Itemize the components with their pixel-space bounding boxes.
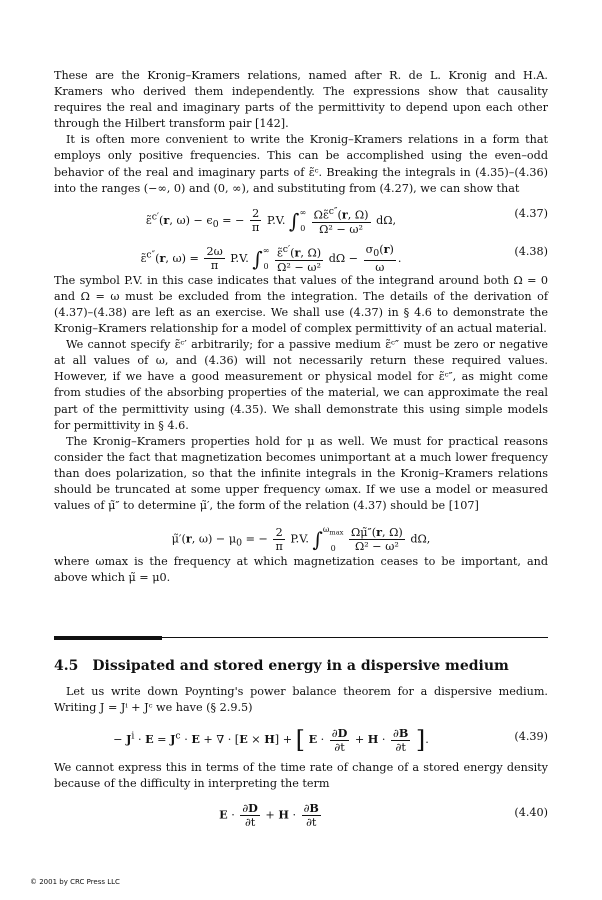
section-title: Dissipated and stored energy in a dispersive medium <box>92 658 509 674</box>
equation-4-39: − $J^i \cdot E = J^c \cdot E$ + ∇ · [E × H] + [ E · $\frac{\partial D}{\partial t}$ + H · $\frac{\partial B}{\partial t}$ ]. (4.39) <box>113 725 548 755</box>
paragraph-1: These are the Kronig–Kramers relations, named after R. de L. Kronig and H.A. Kramers who derived them independently. The expressions show that causality requires the real and imaginary parts of the permittivity to depend upon each other through the Hilbert transform pair [142]. <box>54 69 548 131</box>
body-text-bottom <box>54 684 548 832</box>
equation-number: (4.38) <box>514 244 548 258</box>
equation-number: (4.37) <box>514 206 548 220</box>
paragraph-7: Let us write down Poynting's power balance theorem for a dispersive medium. Writing J = Jⁱ + Jᶜ we have (§ 2.9.5) <box>54 685 548 715</box>
paragraph-3: The symbol P.V. in this case indicates that values of the integrand around both Ω = 0 and Ω = ω must be excluded from the integration. The details of the derivation of (4.37)–(4.38) are left as an exercise. We shall use (4.37) in § 4.6 to demonstrate the Kronig–Kramers relationship for a model of complex permittivity of an actual material. <box>54 273 548 336</box>
section-heading <box>54 658 509 674</box>
paragraph-4: We cannot specify ε̃ᶜ′ arbitrarily; for a passive medium ε̃ᶜ″ must be zero or negative at all values of ω, and (4.36) will not necessarily return these required values. However, if we have a good measurement or physical model for ε̃ᶜ″, as might come from studies of the absorbing properties of the material, we can approximate the real part of the permittivity using (4.35). We shall demonstrate this using simple models for permittivity in § 4.6. <box>54 338 548 432</box>
section-divider <box>54 636 548 640</box>
section-number: 4.5 <box>54 658 79 674</box>
body-text-top <box>54 68 548 586</box>
paragraph-6: where ωmax is the frequency at which magnetization ceases to be important, and above which μ̃ = μ0. <box>54 555 548 585</box>
equation-number: (4.40) <box>514 806 548 820</box>
equation-4-38: ε̃$^{c''}$(r, ω) = $\frac{2\omega}{\pi}$ P.V. ∫ ∞ 0 $\frac{\varepsiloñ^{c'}(r, \Omega)}{\text{Ω² − ω²}}$ dΩ − $\frac{\sigma_0(r)}{\omega}$ . (4.38) <box>140 242 548 275</box>
equation-4-40: E · $\frac{\partial D}{\partial t}$ + H · $\frac{\partial B}{\partial t}$ (4.40) <box>219 801 548 830</box>
equation-mu: μ̃′(r, $\omega) - \mu_0$ = − $\frac{2}{\pi}$ P.V. ∫ $\omega_{max}$ 0 $\frac{\Omega\mũ''(r, \Omega)}{\text{Ω² − ω²}}$ dΩ, <box>171 524 431 553</box>
paragraph-8: We cannot express this in terms of the time rate of change of a stored energy density because of the difficulty in interpreting the term <box>54 761 548 791</box>
equation-number: (4.39) <box>514 730 548 744</box>
equation-4-37: ε̃$^{c'}$(r, $\omega) - \epsilon_0$ = − $\frac{2}{\pi}$ P.V. ∫ ∞ 0 $\frac{\Omega\varepsiloñ^{c''}(r, \Omega)}{\text{Ω² − ω²}}$ dΩ, (4.37) <box>145 206 548 237</box>
paragraph-5: The Kronig–Kramers properties hold for μ as well. We must for practical reasons consider the fact that magnetization becomes unimportant at a much lower frequency than does polarization, so that the infinite integrals in the Kronig–Kramers relations should be truncated at some upper frequency ωmax. If we use a model or measured values of μ̃″ to determine μ̃′, the form of the relation (4.37) should be [107] <box>54 434 548 513</box>
copyright-footer: © 2001 by CRC Press LLC <box>30 878 120 886</box>
paragraph-2: It is often more convenient to write the Kronig–Kramers relations in a form that employs only positive frequencies. This can be accomplished using the even–odd behavior of the real and imaginary parts of ε̃ᶜ. Breaking the integrals in (4.35)–(4.36) into the ranges (−∞, 0) and (0, ∞), and substituting from (4.27), we can show that <box>54 133 548 195</box>
